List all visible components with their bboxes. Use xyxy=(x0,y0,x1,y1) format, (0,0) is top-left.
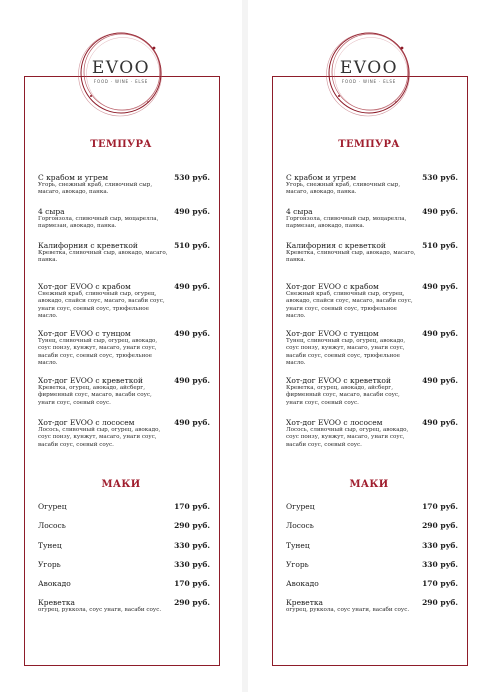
menu-item xyxy=(286,376,458,407)
item-description: Снежный краб, сливочный сыр, огурец, авокадо, спайси соус, масаго, васаби соус, унаги соус, соевый соус, трюфельное масло. xyxy=(286,291,413,319)
item-name: Хот-дог EVOO с лососем xyxy=(38,418,135,427)
menu-frame xyxy=(24,76,220,666)
menu-item xyxy=(286,579,458,588)
section-title-maki: МАКИ xyxy=(101,479,141,490)
item-name: Креветка xyxy=(38,598,76,607)
item-description: Креветка, сливочный сыр, авокадо, масаго, панка. xyxy=(286,250,416,264)
menu-item xyxy=(38,207,210,231)
section-title-maki: МАКИ xyxy=(349,479,389,490)
item-name: Хот-дог EVOO с крабом xyxy=(286,282,379,291)
item-name: Лосось xyxy=(38,521,66,530)
menu-item xyxy=(38,598,210,614)
menu-item xyxy=(38,173,210,197)
item-price: 290 руб. xyxy=(174,598,210,607)
item-description: Лосось, сливочный сыр, огурец, авокадо, соус понзу, кунжут, масаго, унаги соус, васаби соус, соевый соус. xyxy=(286,427,409,448)
menu-item xyxy=(38,376,210,407)
menu-page-left xyxy=(0,0,242,692)
item-name: 4 сыра xyxy=(286,207,313,216)
menu-item xyxy=(286,521,458,530)
item-price: 510 руб. xyxy=(174,241,210,250)
section-title-tempura: ТЕМПУРА xyxy=(338,139,400,150)
menu-item xyxy=(38,541,210,550)
item-price: 330 руб. xyxy=(174,560,210,569)
item-price: 530 руб. xyxy=(174,173,210,182)
menu-item xyxy=(38,521,210,530)
item-name: С крабом и угрем xyxy=(38,173,109,182)
logo-subtitle: FOOD · WINE · ELSE xyxy=(341,79,397,84)
item-price: 170 руб. xyxy=(174,502,210,511)
item-price: 530 руб. xyxy=(422,173,458,182)
menu-item xyxy=(38,579,210,588)
item-name: 4 сыра xyxy=(38,207,65,216)
item-price: 490 руб. xyxy=(174,207,210,216)
item-price: 330 руб. xyxy=(422,560,458,569)
item-price: 490 руб. xyxy=(174,282,210,291)
item-name: Авокадо xyxy=(38,579,71,588)
menu-item xyxy=(286,560,458,569)
item-description: Снежный краб, сливочный сыр, огурец, авокадо, спайси соус, масаго, васаби соус, унаги соус, соевый соус, трюфельное масло. xyxy=(38,291,165,319)
logo xyxy=(76,28,166,118)
item-price: 510 руб. xyxy=(422,241,458,250)
item-name: Креветка xyxy=(286,598,324,607)
menu-item xyxy=(286,598,458,614)
item-name: Калифорния с креветкой xyxy=(286,241,386,250)
item-name: Калифорния с креветкой xyxy=(38,241,138,250)
menu-item xyxy=(286,241,458,265)
item-price: 490 руб. xyxy=(422,329,458,338)
menu-item xyxy=(38,282,210,320)
menu-item xyxy=(286,329,458,367)
menu-item xyxy=(286,207,458,231)
menu-item xyxy=(38,502,210,511)
menu-item xyxy=(286,173,458,197)
item-name: Хот-дог EVOO с крабом xyxy=(38,282,131,291)
item-price: 490 руб. xyxy=(422,418,458,427)
logo-text: EVOO xyxy=(339,58,399,78)
item-name: Лосось xyxy=(286,521,314,530)
menu-item xyxy=(38,560,210,569)
item-name: Хот-дог EVOO с креветкой xyxy=(38,376,143,385)
item-price: 290 руб. xyxy=(422,521,458,530)
item-name: Хот-дог EVOO с креветкой xyxy=(286,376,391,385)
item-price: 290 руб. xyxy=(422,598,458,607)
item-price: 290 руб. xyxy=(174,521,210,530)
menu-item xyxy=(286,282,458,320)
menu-item xyxy=(286,418,458,449)
item-name: Огурец xyxy=(38,502,67,511)
item-description: Креветка, сливочный сыр, авокадо, масаго, панка. xyxy=(38,250,168,264)
item-description: Тунец, сливочный сыр, огурец, авокадо, соус понзу, кунжут, масаго, унаги соус, васаби соус, соевый соус, трюфельное масло. xyxy=(38,338,158,366)
item-name: Угорь xyxy=(38,560,61,569)
item-description: Горгонзола, сливочный сыр, моцарелла, пармезан, авокадо, панка. xyxy=(38,216,159,230)
item-description: Креветка, огурец, авокадо, айсберг, фирменный соус, масаго, васаби соус, унаги соус, соевый соус. xyxy=(286,385,400,406)
section-title-tempura: ТЕМПУРА xyxy=(90,139,152,150)
item-price: 490 руб. xyxy=(174,376,210,385)
logo xyxy=(324,28,414,118)
item-description: Угорь, снежный краб, сливочный сыр, масаго, авокадо, панка. xyxy=(38,182,153,196)
item-price: 490 руб. xyxy=(422,282,458,291)
item-name: Авокадо xyxy=(286,579,319,588)
item-price: 170 руб. xyxy=(174,579,210,588)
item-description: Креветка, огурец, авокадо, айсберг, фирменный соус, масаго, васаби соус, унаги соус, соевый соус. xyxy=(38,385,152,406)
menu-item xyxy=(286,541,458,550)
item-price: 490 руб. xyxy=(422,376,458,385)
item-name: Огурец xyxy=(286,502,315,511)
item-price: 490 руб. xyxy=(174,418,210,427)
menu-item xyxy=(38,241,210,265)
logo-text: EVOO xyxy=(91,58,151,78)
item-price: 330 руб. xyxy=(422,541,458,550)
menu-item xyxy=(286,502,458,511)
item-name: Хот-дог EVOO с тунцом xyxy=(38,329,131,338)
item-name: С крабом и угрем xyxy=(286,173,357,182)
item-name: Угорь xyxy=(286,560,309,569)
item-price: 170 руб. xyxy=(422,579,458,588)
item-name: Тунец xyxy=(286,541,310,550)
item-name: Хот-дог EVOO с лососем xyxy=(286,418,383,427)
menu-frame xyxy=(272,76,468,666)
item-description: Лосось, сливочный сыр, огурец, авокадо, соус понзу, кунжут, масаго, унаги соус, васаби соус, соевый соус. xyxy=(38,427,161,448)
logo-subtitle: FOOD · WINE · ELSE xyxy=(93,79,149,84)
item-price: 330 руб. xyxy=(174,541,210,550)
item-price: 170 руб. xyxy=(422,502,458,511)
menu-item xyxy=(38,418,210,449)
item-name: Хот-дог EVOO с тунцом xyxy=(286,329,379,338)
item-description: Тунец, сливочный сыр, огурец, авокадо, соус понзу, кунжут, масаго, унаги соус, васаби соус, соевый соус, трюфельное масло. xyxy=(286,338,406,366)
item-description: огурец, руккола, соус унаги, васаби соус. xyxy=(286,607,410,613)
item-description: Угорь, снежный краб, сливочный сыр, масаго, авокадо, панка. xyxy=(286,182,401,196)
item-name: Тунец xyxy=(38,541,62,550)
item-price: 490 руб. xyxy=(174,329,210,338)
item-price: 490 руб. xyxy=(422,207,458,216)
item-description: Горгонзола, сливочный сыр, моцарелла, пармезан, авокадо, панка. xyxy=(286,216,407,230)
item-description: огурец, руккола, соус унаги, васаби соус. xyxy=(38,607,162,613)
menu-item xyxy=(38,329,210,367)
menu-page-right xyxy=(248,0,490,692)
